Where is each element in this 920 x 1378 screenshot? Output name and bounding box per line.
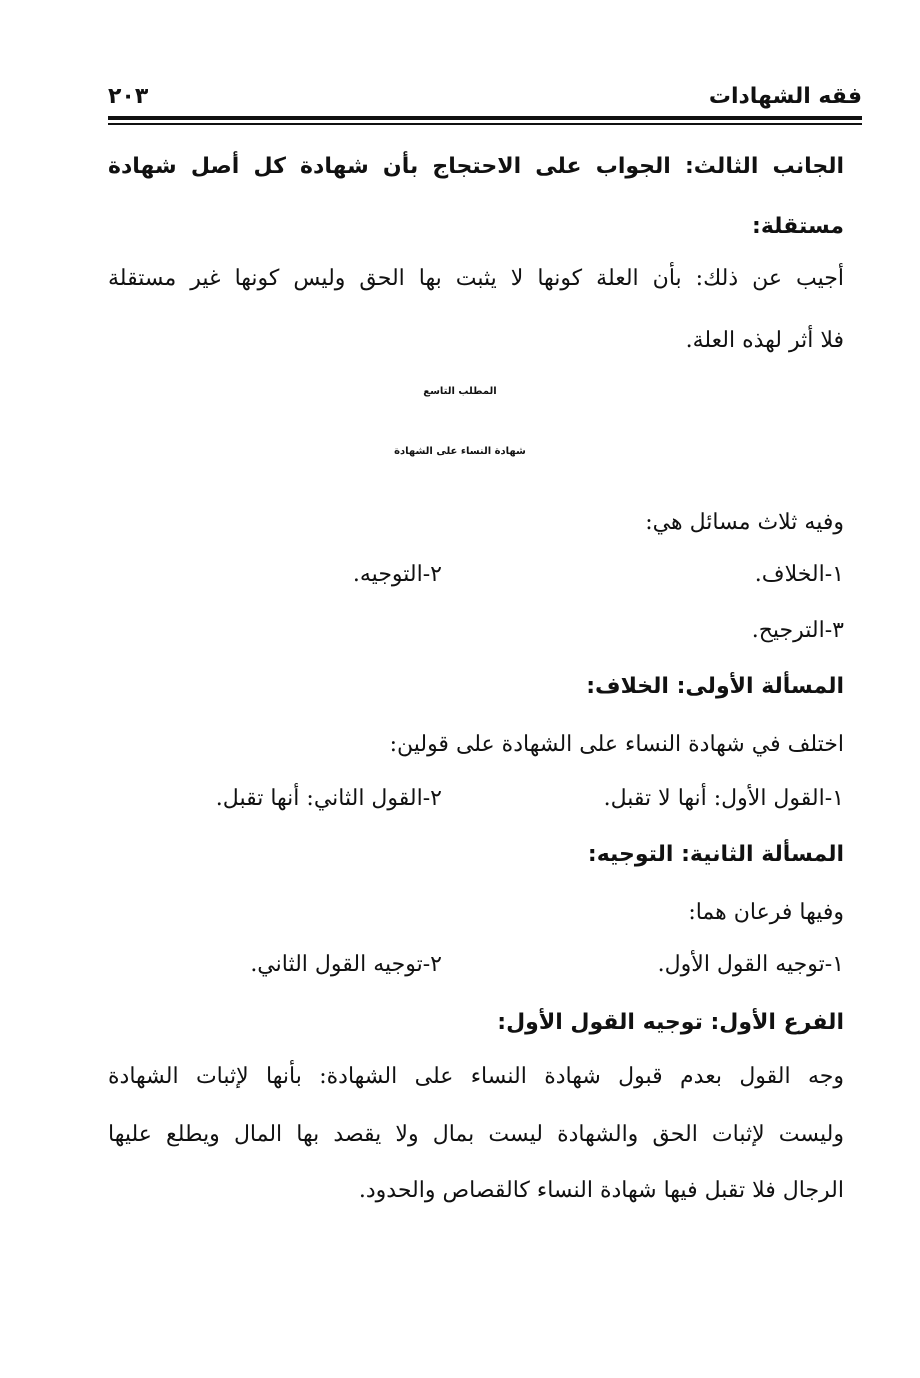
topic-heading: المطلب التاسع: [423, 386, 497, 397]
first-branch-line-1: وجه القول بعدم قبول شهادة النساء على الشهادة: بأنها لإثبات الشهادة: [108, 1064, 844, 1089]
third-aspect-answer-line-2: فلا أثر لهذه العلة.: [685, 328, 844, 353]
third-aspect-title-line-2: مستقلة:: [752, 214, 844, 239]
first-branch-line-2: وليست لإثبات الحق والشهادة ليست بمال ولا يقصد بها المال ويطلع عليها: [108, 1122, 844, 1147]
first-branch-title: الفرع الأول: توجيه القول الأول:: [497, 1010, 844, 1035]
first-issue-intro: اختلف في شهادة النساء على الشهادة على قولين:: [389, 732, 844, 757]
topic-subheading: شهادة النساء على الشهادة: [394, 446, 526, 457]
header-rule-thick: [108, 116, 862, 120]
topic-item-1: ١-الخلاف.: [754, 562, 844, 587]
second-issue-item-1: ١-توجيه القول الأول.: [657, 952, 844, 977]
first-branch-line-3: الرجال فلا تقبل فيها شهادة النساء كالقصاص والحدود.: [358, 1178, 844, 1203]
page-number: ٢٠٣: [108, 84, 149, 109]
third-aspect-answer-line-1: أجيب عن ذلك: بأن العلة كونها لا يثبت بها الحق وليس كونها غير مستقلة: [108, 266, 844, 291]
topic-intro: وفيه ثلاث مسائل هي:: [645, 510, 844, 535]
running-header-title: فقه الشهادات: [708, 84, 862, 109]
third-aspect-title-line-1: الجانب الثالث: الجواب على الاحتجاج بأن شهادة كل أصل شهادة: [108, 154, 844, 179]
topic-item-3: ٣-الترجيح.: [751, 618, 844, 643]
second-issue-title: المسألة الثانية: التوجيه:: [587, 842, 844, 867]
topic-item-2: ٢-التوجيه.: [352, 562, 442, 587]
first-issue-item-1: ١-القول الأول: أنها لا تقبل.: [603, 786, 844, 811]
first-issue-item-2: ٢-القول الثاني: أنها تقبل.: [215, 786, 442, 811]
first-issue-title: المسألة الأولى: الخلاف:: [586, 674, 844, 699]
header-rule-thin: [108, 123, 862, 125]
second-issue-item-2: ٢-توجيه القول الثاني.: [250, 952, 442, 977]
second-issue-intro: وفيها فرعان هما:: [688, 900, 844, 925]
